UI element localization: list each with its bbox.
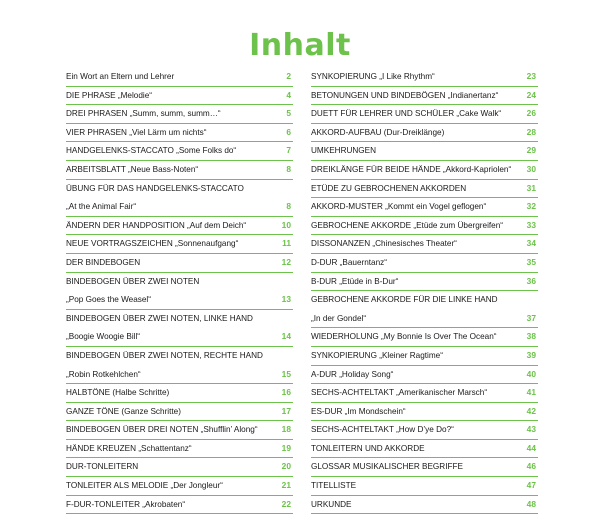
toc-entry-title: „Robin Rotkehlchen“	[66, 369, 141, 379]
toc-entry[interactable]	[311, 291, 538, 310]
toc-entry[interactable]	[311, 235, 538, 254]
toc-entry[interactable]	[311, 198, 538, 217]
toc-entry[interactable]	[311, 440, 538, 459]
toc-entry-title: BINDEBOGEN ÜBER DREI NOTEN „Shufflin’ Along“	[66, 425, 258, 435]
toc-entry-page-number: 7	[286, 145, 291, 156]
toc-entry-title: DIE PHRASE „Melodie“	[66, 90, 152, 100]
toc-entry-title: B-DUR „Etüde in B-Dur“	[311, 276, 399, 286]
toc-entry[interactable]	[66, 87, 293, 106]
toc-entry-title: „Pop Goes the Weasel“	[66, 295, 151, 305]
toc-entry-page-number: 16	[281, 387, 291, 398]
toc-entry[interactable]	[66, 105, 293, 124]
toc-entry[interactable]	[311, 496, 538, 514]
toc-entry[interactable]	[311, 161, 538, 180]
toc-entry-title: TITELLISTE	[311, 481, 357, 491]
toc-entry-title: GEBROCHENE AKKORDE FÜR DIE LINKE HAND	[311, 295, 498, 305]
toc-entry-page-number: 19	[281, 442, 291, 453]
toc-entry-title: GANZE TÖNE (Ganze Schritte)	[66, 406, 181, 416]
toc-entry[interactable]	[311, 217, 538, 236]
toc-entry[interactable]	[311, 273, 538, 292]
toc-right-column	[311, 68, 538, 514]
toc-entry-page-number: 6	[286, 126, 291, 137]
toc-entry-page-number: 37	[526, 312, 536, 323]
toc-entry-title: ÄNDERN DER HANDPOSITION „Auf dem Deich“	[66, 220, 247, 230]
toc-entry[interactable]	[66, 254, 293, 273]
toc-entry-title: AKKORD-MUSTER „Kommt ein Vogel geflogen“	[311, 202, 487, 212]
toc-entry-page-number: 8	[286, 201, 291, 212]
toc-entry-page-number: 22	[281, 498, 291, 509]
toc-entry-page-number: 2	[286, 71, 291, 81]
toc-entry-title: DER BINDEBOGEN	[66, 257, 141, 267]
toc-entry[interactable]	[66, 440, 293, 459]
toc-entry[interactable]	[66, 273, 293, 292]
toc-entry-page-number: 10	[281, 219, 291, 230]
toc-entry-page-number: 18	[281, 424, 291, 435]
toc-entry-title: DISSONANZEN „Chinesisches Theater“	[311, 239, 457, 249]
toc-entry-page-number: 29	[526, 145, 536, 156]
toc-entry-page-number: 44	[526, 442, 536, 453]
toc-entry-page-number: 39	[526, 349, 536, 360]
toc-entry-page-number: 21	[281, 480, 291, 491]
toc-entry[interactable]	[311, 87, 538, 106]
toc-entry-page-number: 48	[526, 498, 536, 509]
toc-entry[interactable]	[311, 254, 538, 273]
toc-entry-page-number: 17	[281, 405, 291, 416]
toc-entry[interactable]	[66, 142, 293, 161]
toc-entry[interactable]	[311, 142, 538, 161]
toc-entry-title: SECHS-ACHTELTAKT „Amerikanischer Marsch“	[311, 388, 488, 398]
toc-entry-title: DUETT FÜR LEHRER UND SCHÜLER „Cake Walk“	[311, 109, 502, 119]
toc-entry-title: WIEDERHOLUNG „My Bonnie Is Over The Ocean“	[311, 332, 497, 342]
toc-entry[interactable]	[66, 496, 293, 514]
toc-entry[interactable]	[66, 310, 293, 329]
toc-entry-title: HALBTÖNE (Halbe Schritte)	[66, 388, 170, 398]
toc-entry-page-number: 12	[281, 256, 291, 267]
toc-entry[interactable]	[66, 161, 293, 180]
toc-entry[interactable]	[66, 328, 293, 347]
toc-entry[interactable]	[66, 198, 293, 217]
toc-entry-page-number: 36	[526, 275, 536, 286]
toc-entry-page-number: 4	[286, 89, 291, 100]
toc-entry-page-number: 34	[526, 238, 536, 249]
toc-entry-page-number: 31	[526, 182, 536, 193]
toc-entry-title: BINDEBOGEN ÜBER ZWEI NOTEN, RECHTE HAND	[66, 350, 263, 360]
toc-entry-page-number: 33	[526, 219, 536, 230]
toc-entry[interactable]	[66, 180, 293, 199]
toc-entry-page-number: 41	[526, 387, 536, 398]
toc-entry-page-number: 38	[526, 331, 536, 342]
toc-entry-page-number: 40	[526, 368, 536, 379]
toc-entry-title: HÄNDE KREUZEN „Schattentanz“	[66, 443, 192, 453]
toc-entry-page-number: 32	[526, 201, 536, 212]
toc-left-column	[66, 68, 293, 514]
toc-entry-page-number: 14	[281, 331, 291, 342]
toc-entry-title: HANDGELENKS-STACCATO „Some Folks do“	[66, 146, 237, 156]
toc-entry-page-number: 35	[526, 256, 536, 267]
toc-entry-page-number: 13	[281, 294, 291, 305]
toc-entry-title: „In der Gondel“	[311, 313, 367, 323]
toc-entry-title: BINDEBOGEN ÜBER ZWEI NOTEN, LINKE HAND	[66, 313, 253, 323]
toc-entry-title: ARBEITSBLATT „Neue Bass-Noten“	[66, 164, 199, 174]
toc-entry[interactable]	[66, 403, 293, 422]
toc-entry-title: TONLEITERN UND AKKORDE	[311, 443, 425, 453]
toc-entry-title: „Boogie Woogie Bill“	[66, 332, 141, 342]
toc-entry-title: SYNKOPIERUNG „Kleiner Ragtime“	[311, 350, 443, 360]
toc-entry[interactable]	[66, 68, 293, 87]
toc-entry[interactable]	[311, 180, 538, 199]
toc-entry-title: ETÜDE ZU GEBROCHENEN AKKORDEN	[311, 183, 467, 193]
toc-entry[interactable]	[311, 366, 538, 385]
toc-entry-title: ÜBUNG FÜR DAS HANDGELENKS-STACCATO	[66, 183, 244, 193]
toc-entry[interactable]	[66, 217, 293, 236]
toc-entry-page-number: 5	[286, 108, 291, 119]
toc-entry-title: DUR-TONLEITERN	[66, 462, 139, 472]
toc-entry-page-number: 23	[526, 71, 536, 81]
toc-entry[interactable]	[66, 124, 293, 143]
toc-entry[interactable]	[311, 477, 538, 496]
toc-entry[interactable]	[311, 347, 538, 366]
toc-entry-title: F-DUR-TONLEITER „Akrobaten“	[66, 499, 186, 509]
toc-entry-page-number: 42	[526, 405, 536, 416]
toc-entry-page-number: 8	[286, 163, 291, 174]
toc-entry-title: Ein Wort an Eltern und Lehrer	[66, 72, 175, 81]
toc-entry-title: GEBROCHENE AKKORDE „Etüde zum Übergreifen“	[311, 220, 504, 230]
page-title: Inhalt	[249, 28, 351, 63]
toc-entry[interactable]	[311, 384, 538, 403]
toc-entry-title: ES-DUR „Im Mondschein“	[311, 406, 406, 416]
toc-entry-title: BETONUNGEN UND BINDEBÖGEN „Indianertanz“	[311, 90, 499, 100]
toc-entry[interactable]	[311, 403, 538, 422]
toc-entry-page-number: 43	[526, 424, 536, 435]
toc-entry[interactable]	[311, 68, 538, 87]
toc-entry[interactable]	[311, 310, 538, 329]
toc-entry-title: DREIKLÄNGE FÜR BEIDE HÄNDE „Akkord-Kapriolen“	[311, 164, 512, 174]
toc-entry-title: A-DUR „Holiday Song“	[311, 369, 394, 379]
toc-entry-title: GLOSSAR MUSIKALISCHER BEGRIFFE	[311, 462, 463, 472]
toc-entry-title: „At the Animal Fair“	[66, 202, 137, 212]
toc-entry[interactable]	[311, 105, 538, 124]
toc-entry-title: DREI PHRASEN „Summ, summ, summ…“	[66, 109, 221, 119]
toc-entry-page-number: 11	[282, 238, 291, 249]
toc-entry-page-number: 46	[526, 461, 536, 472]
toc-entry[interactable]	[311, 124, 538, 143]
toc-entry-title: VIER PHRASEN „Viel Lärm um nichts“	[66, 127, 207, 137]
toc-entry-title: UMKEHRUNGEN	[311, 146, 377, 156]
toc-entry[interactable]	[311, 328, 538, 347]
toc-entry[interactable]	[66, 366, 293, 385]
toc-entry-title: SECHS-ACHTELTAKT „How D’ye Do?“	[311, 425, 454, 435]
toc-entry[interactable]	[66, 458, 293, 477]
toc-entry[interactable]	[66, 384, 293, 403]
toc-entry-page-number: 47	[526, 480, 536, 491]
toc-entry-title: BINDEBOGEN ÜBER ZWEI NOTEN	[66, 276, 200, 286]
toc-entry-page-number: 15	[281, 368, 291, 379]
toc-entry-title: D-DUR „Bauerntanz“	[311, 257, 387, 267]
toc-entry[interactable]	[311, 421, 538, 440]
toc-entry[interactable]	[311, 458, 538, 477]
toc-entry[interactable]	[66, 477, 293, 496]
toc-entry-title: SYNKOPIERUNG „I Like Rhythm“	[311, 72, 435, 81]
toc-entry[interactable]	[66, 347, 293, 366]
toc-entry[interactable]	[66, 421, 293, 440]
toc-entry-page-number: 30	[526, 163, 536, 174]
toc-entry-title: URKUNDE	[311, 499, 352, 509]
toc-entry-page-number: 24	[526, 89, 536, 100]
toc-entry-title: AKKORD-AUFBAU (Dur-Dreiklänge)	[311, 127, 445, 137]
toc-entry-title: NEUE VORTRAGSZEICHEN „Sonnenaufgang“	[66, 239, 239, 249]
toc-entry-page-number: 28	[526, 126, 536, 137]
toc-entry-title: TONLEITER ALS MELODIE „Der Jongleur“	[66, 481, 223, 491]
toc-entry-page-number: 26	[526, 108, 536, 119]
toc-entry[interactable]	[66, 291, 293, 310]
toc-entry[interactable]	[66, 235, 293, 254]
toc-entry-page-number: 20	[281, 461, 291, 472]
